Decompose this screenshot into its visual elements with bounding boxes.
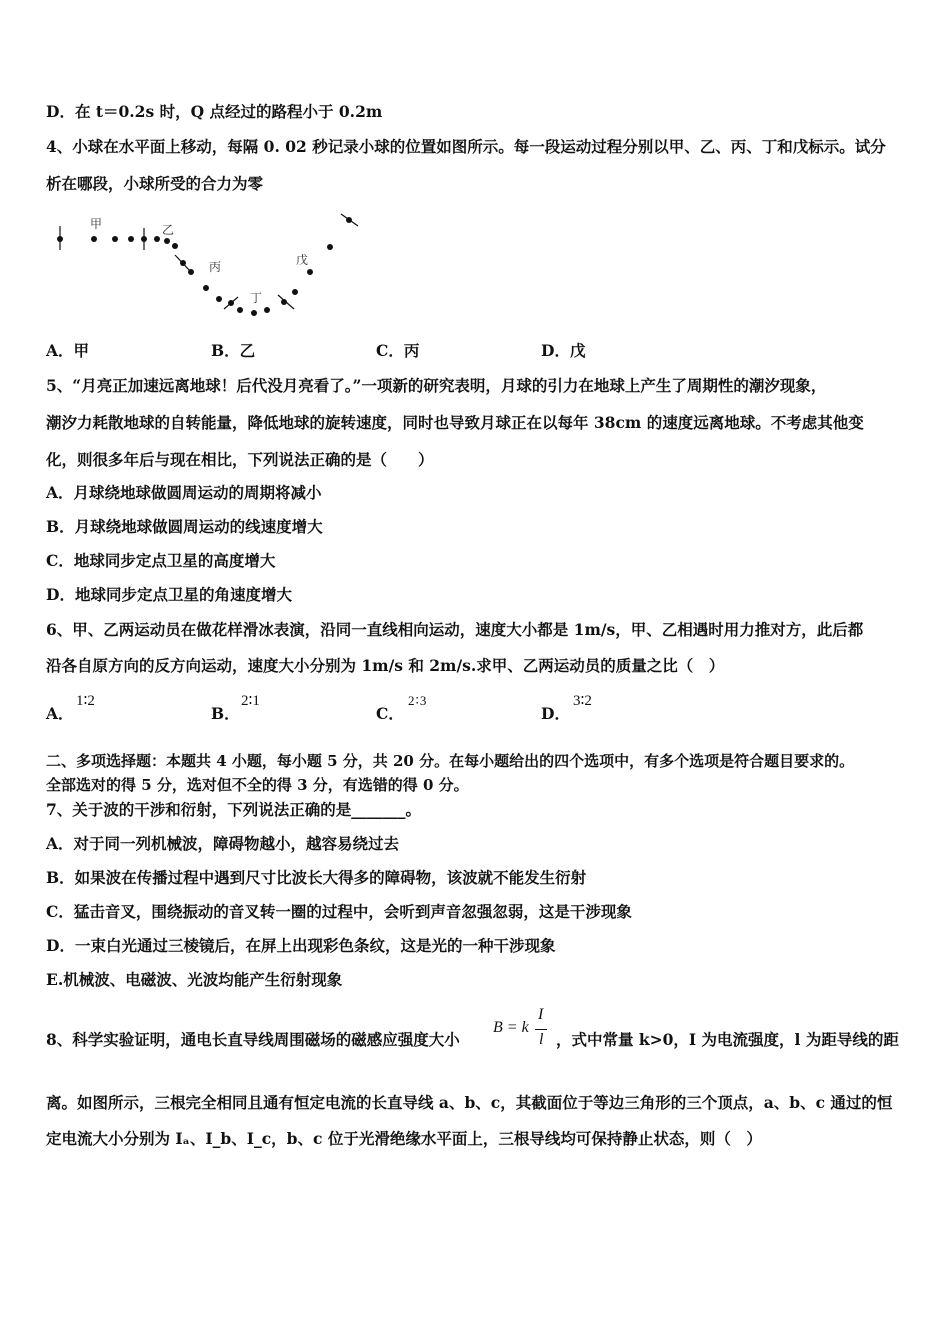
q5-option-d: D．地球同步定点卫星的角速度增大 <box>46 585 292 604</box>
q5-option-c: C．地球同步定点卫星的高度增大 <box>46 551 276 570</box>
label-bing: 丙 <box>209 260 222 274</box>
section2-line1: 二、多项选择题：本题共 4 小题，每小题 5 分，共 20 分。在每小题给出的四个选项中，有多个选项是符合题目要求的。 <box>46 752 855 770</box>
q8-stem-part2: ，式中常量 k>0，I 为电流强度，l 为距导线的距 <box>556 1030 899 1049</box>
q4-stem-line1: 4、小球在水平面上移动，每隔 0. 02 秒记录小球的位置如图所示。每一段运动过程分别以甲、乙、丙、丁和戊标示。试分 <box>46 137 886 156</box>
q6-option-d-value: 3∶2 <box>573 693 592 709</box>
q5-option-a: A．月球绕地球做圆周运动的周期将减小 <box>46 483 322 502</box>
q6-option-a-letter: A． <box>46 704 74 723</box>
q6-option-c-value: 2∶3 <box>408 693 428 708</box>
q6-option-a-value: 1∶2 <box>76 693 95 709</box>
q5-stem-line3: 化，则很多年后与现在相比，下列说法正确的是（ ） <box>46 450 434 469</box>
q7-option-d: D．一束白光通过三棱镜后，在屏上出现彩色条纹，这是光的一种干涉现象 <box>46 936 556 955</box>
formula-lhs: B = k <box>493 1019 529 1036</box>
q4-option-a: A．甲 <box>46 341 90 360</box>
q5-stem-line1: 5、“月亮正加速远离地球！后代没月亮看了。”一项新的研究表明，月球的引力在地球上产生了周期性的潮汐现象， <box>46 376 827 395</box>
q8-stem-line2: 离。如图所示，三根完全相同且通有恒定电流的长直导线 a、b、c，其截面位于等边三角形的三个顶点，a、b、c 通过的恒 <box>46 1093 893 1112</box>
q7-stem: 7、关于波的干涉和衍射，下列说法正确的是_______。 <box>46 800 422 819</box>
section2-line2: 全部选对的得 5 分，选对但不全的得 3 分，有选错的得 0 分。 <box>46 776 469 794</box>
q5-option-b: B．月球绕地球做圆周运动的线速度增大 <box>46 517 323 536</box>
q6-stem-line2: 沿各自原方向的反方向运动，速度大小分别为 1m/s 和 2m/s.求甲、乙两运动员的质量之比（ ） <box>46 656 725 675</box>
q4-motion-figure <box>46 210 376 320</box>
formula-numerator: I <box>538 1006 544 1023</box>
q4-stem-line2: 析在哪段，小球所受的合力为零 <box>46 174 264 193</box>
q4-option-c: C．丙 <box>376 341 420 360</box>
label-ding: 丁 <box>250 291 263 305</box>
q7-option-b: B．如果波在传播过程中遇到尺寸比波长大得多的障碍物，该波就不能发生衍射 <box>46 868 587 887</box>
q8-stem-part1: 8、科学实验证明，通电长直导线周围磁场的磁感应强度大小 <box>46 1030 460 1049</box>
formula-denominator: l <box>539 1031 544 1048</box>
q7-option-a: A．对于同一列机械波，障碍物越小，越容易绕过去 <box>46 834 400 853</box>
fraction-bar <box>535 1029 547 1030</box>
q8-stem-line3: 定电流大小分别为 Iₐ、I_b、I_c，b、c 位于光滑绝缘水平面上，三根导线均可保持静止状态，则（ ） <box>46 1129 762 1148</box>
label-jia: 甲 <box>90 217 103 231</box>
q5-stem-line2: 潮汐力耗散地球的自转能量，降低地球的旋转速度，同时也导致月球正在以每年 38cm 的速度远离地球。不考虑其他变 <box>46 413 864 432</box>
q3-option-d: D．在 t＝0.2s 时，Q 点经过的路程小于 0.2m <box>46 102 383 121</box>
q6-option-c-letter: C． <box>376 704 404 723</box>
q4-option-b: B．乙 <box>211 341 256 360</box>
q7-option-e: E.机械波、电磁波、光波均能产生衍射现象 <box>46 970 343 989</box>
q6-stem-line1: 6、甲、乙两运动员在做花样滑冰表演，沿同一直线相向运动，速度大小都是 1m/s，甲、乙相遇时用力推对方，此后都 <box>46 620 864 639</box>
label-wu: 戊 <box>296 253 309 267</box>
q4-option-d: D．戊 <box>541 341 586 360</box>
q6-option-b-letter: B． <box>211 704 240 723</box>
q6-option-b-value: 2∶1 <box>241 693 260 709</box>
q6-option-d-letter: D． <box>541 704 570 723</box>
q7-option-c: C．猛击音叉，围绕振动的音叉转一圈的过程中，会听到声音忽强忽弱，这是干涉现象 <box>46 902 632 921</box>
q8-formula <box>493 1006 553 1052</box>
label-yi: 乙 <box>162 223 175 237</box>
